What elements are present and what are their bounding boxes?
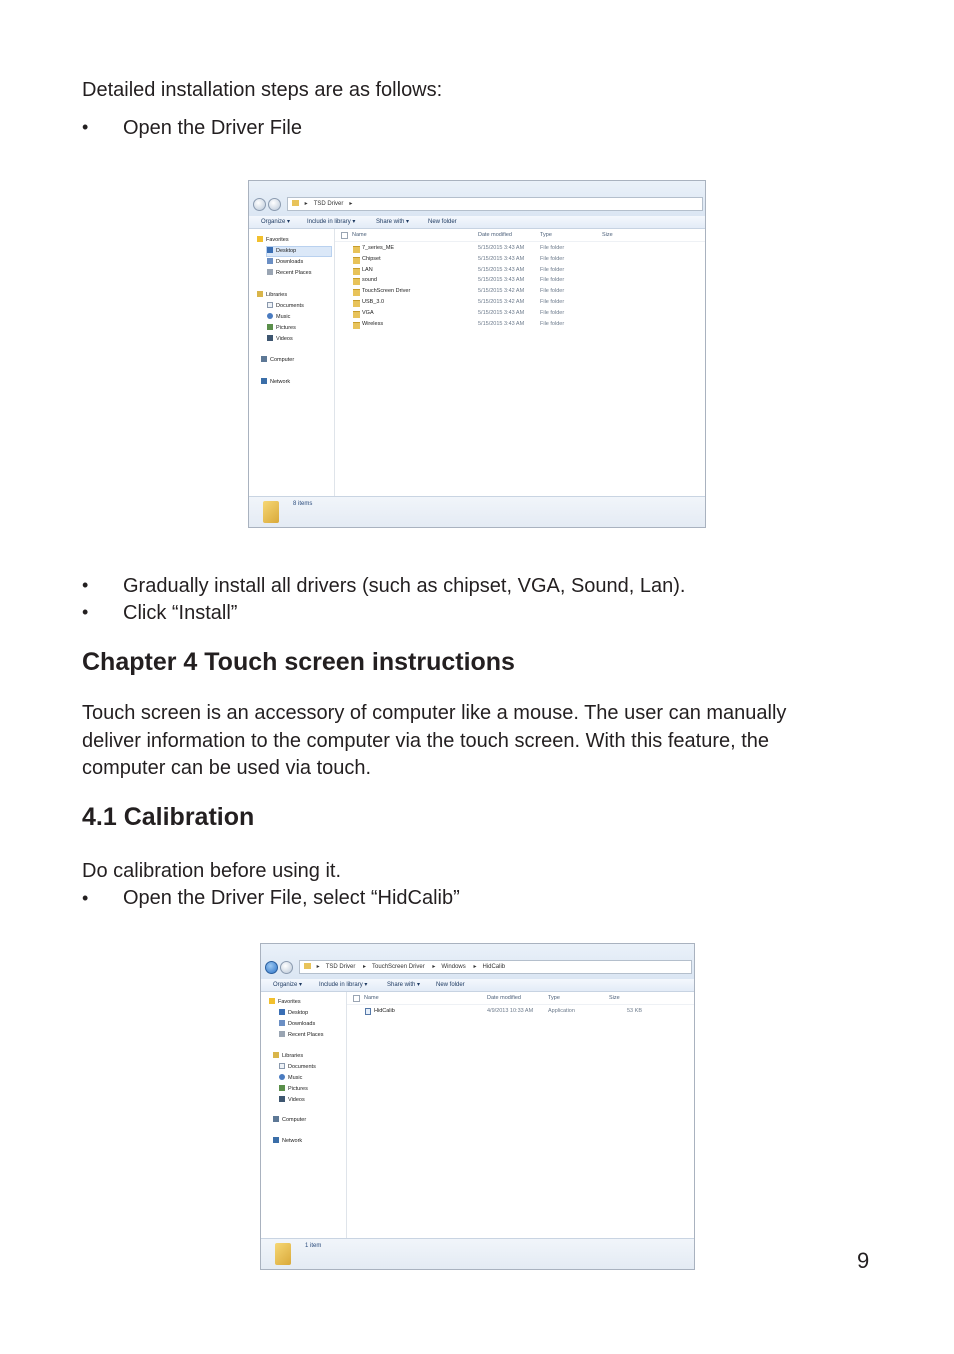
nav-favorites[interactable]: Favorites <box>269 998 343 1007</box>
nav-network[interactable]: Network <box>273 1137 302 1146</box>
organize-button[interactable]: Organize ▾ <box>261 219 291 225</box>
address-bar[interactable]: ▸ TSD Driver ▸ <box>287 197 703 211</box>
file-type: File folder <box>540 299 565 305</box>
nav-music[interactable]: Music <box>267 313 290 322</box>
nav-documents[interactable]: Documents <box>279 1063 316 1072</box>
nav-desktop[interactable]: Desktop <box>267 247 331 256</box>
file-row[interactable] <box>335 243 705 254</box>
file-row[interactable] <box>335 286 705 297</box>
navigation-pane <box>261 992 347 1239</box>
breadcrumb-item[interactable]: Windows <box>441 964 466 970</box>
file-name: sound <box>362 277 377 284</box>
file-list <box>347 992 694 1239</box>
file-date: 5/15/2015 3:43 AM <box>478 320 525 327</box>
file-name: HidCalib <box>374 1008 395 1014</box>
nav-network[interactable]: Network <box>261 378 290 387</box>
file-list <box>335 229 705 497</box>
computer-icon <box>273 1116 279 1122</box>
nav-recent-places[interactable]: Recent Places <box>279 1031 323 1040</box>
forward-button[interactable] <box>280 961 293 974</box>
select-all-checkbox[interactable] <box>353 995 360 1002</box>
nav-recent-places[interactable]: Recent Places <box>267 269 311 278</box>
column-name[interactable]: Name <box>352 232 367 238</box>
star-icon <box>269 998 275 1004</box>
nav-favorites[interactable]: Favorites <box>257 236 331 245</box>
forward-button[interactable] <box>268 198 281 211</box>
new-folder-button[interactable]: New folder <box>428 219 457 225</box>
file-date: 5/15/2015 3:43 AM <box>478 245 525 251</box>
nav-libraries[interactable]: Libraries <box>273 1052 303 1061</box>
file-row[interactable] <box>335 319 705 330</box>
window-title-bar <box>249 181 705 217</box>
file-name: Wireless <box>362 320 384 327</box>
nav-libraries[interactable]: Libraries <box>257 291 287 300</box>
file-row[interactable] <box>335 297 705 308</box>
breadcrumb-item[interactable]: HidCalib <box>482 964 506 970</box>
file-size: 53 KB <box>627 1008 642 1014</box>
bullet-item: Gradually install all drivers (such as chipset, VGA, Sound, Lan). <box>123 575 686 597</box>
page-number: 9 <box>857 1248 870 1273</box>
include-in-library-button[interactable]: Include in library ▾ <box>307 219 356 225</box>
file-date: 5/15/2015 3:42 AM <box>478 299 525 305</box>
column-headers <box>347 992 694 1005</box>
column-name[interactable]: Name <box>364 995 379 1001</box>
file-row[interactable] <box>335 308 705 319</box>
item-count: 1 item <box>305 1243 322 1249</box>
folder-icon <box>353 278 360 285</box>
file-date: 5/15/2015 3:43 AM <box>478 266 525 273</box>
nav-music[interactable]: Music <box>279 1074 302 1083</box>
bullet-item: Open the Driver File, select “HidCalib” <box>123 887 460 909</box>
column-type[interactable]: Type <box>548 995 560 1001</box>
file-row[interactable] <box>335 265 705 276</box>
status-bar <box>249 496 705 527</box>
bullet-item: Click “Install” <box>123 602 238 624</box>
file-date: 5/15/2015 3:42 AM <box>478 288 525 295</box>
nav-videos[interactable]: Videos <box>267 335 293 344</box>
recent-places-icon <box>267 269 273 275</box>
nav-pictures[interactable]: Pictures <box>267 324 296 333</box>
file-name: 7_series_ME <box>362 245 395 251</box>
organize-button[interactable]: Organize ▾ <box>273 982 303 988</box>
command-bar <box>249 216 705 229</box>
folder-icon <box>353 289 360 296</box>
file-type: Application <box>548 1008 575 1014</box>
include-in-library-button[interactable]: Include in library ▾ <box>319 982 368 988</box>
folder-icon <box>304 963 311 969</box>
window-title-bar <box>261 944 694 980</box>
paragraph-line: computer can be used via touch. <box>82 757 372 779</box>
libraries-icon <box>257 291 263 297</box>
file-type: File folder <box>540 309 565 316</box>
nav-documents[interactable]: Documents <box>267 302 304 311</box>
share-with-button[interactable]: Share with ▾ <box>376 219 410 225</box>
breadcrumb-item[interactable]: TSD Driver <box>313 201 344 207</box>
recent-places-icon <box>279 1031 285 1037</box>
desktop-icon <box>267 247 273 253</box>
application-icon <box>365 1008 371 1015</box>
bullet-item: Open the Driver File <box>123 117 302 139</box>
address-bar[interactable]: ▸ TSD Driver ▸ TouchScreen Driver ▸ Windows ▸ HidCalib <box>299 960 692 974</box>
nav-pictures[interactable]: Pictures <box>279 1085 308 1094</box>
column-date[interactable]: Date modified <box>487 995 521 1001</box>
network-icon <box>261 378 267 384</box>
folder-icon <box>353 300 360 307</box>
file-name: LAN <box>362 266 373 273</box>
paragraph-line: Touch screen is an accessory of computer like a mouse. The user can manually <box>82 702 787 724</box>
breadcrumb-item[interactable]: TSD Driver <box>325 964 356 970</box>
command-bar <box>261 979 694 992</box>
chapter-paragraph <box>82 700 872 783</box>
libraries-icon <box>273 1052 279 1058</box>
nav-desktop[interactable]: Desktop <box>279 1009 308 1018</box>
file-name: VGA <box>362 309 374 316</box>
file-type: File folder <box>540 245 565 251</box>
intro-text: Detailed installation steps are as follows: <box>82 79 443 101</box>
nav-computer[interactable]: Computer <box>273 1116 306 1125</box>
calibration-text: Do calibration before using it. <box>82 860 342 882</box>
network-icon <box>273 1137 279 1143</box>
column-type[interactable]: Type <box>540 232 552 238</box>
share-with-button[interactable]: Share with ▾ <box>387 982 421 988</box>
bullet-marker: • <box>82 117 89 137</box>
file-name: USB_3.0 <box>362 299 385 305</box>
nav-computer[interactable]: Computer <box>261 356 294 365</box>
column-size[interactable]: Size <box>609 995 620 1001</box>
file-date: 5/15/2015 3:43 AM <box>478 277 525 284</box>
pictures-icon <box>267 324 273 330</box>
folder-icon <box>353 322 360 329</box>
file-row[interactable] <box>335 275 705 286</box>
status-bar <box>261 1238 694 1269</box>
item-count: 8 items <box>293 501 313 507</box>
documents-icon <box>279 1063 285 1069</box>
select-all-checkbox[interactable] <box>341 232 348 239</box>
file-name: TouchScreen Driver <box>362 288 411 295</box>
breadcrumb-item[interactable]: TouchScreen Driver <box>372 964 425 970</box>
music-icon <box>267 313 273 319</box>
navigation-pane <box>249 229 335 497</box>
nav-videos[interactable]: Videos <box>279 1096 305 1105</box>
file-date: 5/15/2015 3:43 AM <box>478 255 525 262</box>
back-button[interactable] <box>253 198 266 211</box>
explorer-screenshot-hidcalib <box>260 943 695 1270</box>
bullet-marker: • <box>82 602 89 622</box>
folder-icon <box>353 257 360 264</box>
paragraph-line: deliver information to the computer via the touch screen. With this feature, the <box>82 729 770 752</box>
file-type: File folder <box>540 288 565 295</box>
bullet-marker: • <box>82 888 89 908</box>
folder-icon <box>353 246 360 253</box>
explorer-screenshot-tsd-driver <box>248 180 706 528</box>
section-heading: 4.1 Calibration <box>82 803 255 831</box>
videos-icon <box>267 335 273 341</box>
column-size[interactable]: Size <box>602 232 613 238</box>
chapter-heading: Chapter 4 Touch screen instructions <box>82 648 515 676</box>
nav-downloads[interactable]: Downloads <box>267 258 303 267</box>
desktop-icon <box>279 1009 285 1015</box>
file-date: 4/9/2013 10:33 AM <box>487 1008 534 1014</box>
file-name: Chipset <box>362 255 381 262</box>
videos-icon <box>279 1096 285 1102</box>
downloads-icon <box>279 1020 285 1026</box>
new-folder-button[interactable]: New folder <box>436 982 465 988</box>
documents-icon <box>267 302 273 308</box>
column-date[interactable]: Date modified <box>478 232 512 238</box>
file-type: File folder <box>540 320 565 327</box>
file-type: File folder <box>540 255 565 262</box>
file-date: 5/15/2015 3:43 AM <box>478 309 525 316</box>
file-type: File folder <box>540 266 565 273</box>
column-headers <box>335 229 705 242</box>
file-row[interactable] <box>335 254 705 265</box>
folder-icon <box>275 1243 291 1265</box>
file-type: File folder <box>540 277 565 284</box>
folder-icon <box>353 311 360 318</box>
folder-icon <box>263 501 279 523</box>
computer-icon <box>261 356 267 362</box>
music-icon <box>279 1074 285 1080</box>
back-button[interactable] <box>265 961 278 974</box>
nav-downloads[interactable]: Downloads <box>279 1020 315 1029</box>
file-row[interactable] <box>347 1006 694 1017</box>
bullet-marker: • <box>82 575 89 595</box>
folder-icon <box>353 268 360 275</box>
star-icon <box>257 236 263 242</box>
pictures-icon <box>279 1085 285 1091</box>
downloads-icon <box>267 258 273 264</box>
folder-icon <box>292 200 299 206</box>
